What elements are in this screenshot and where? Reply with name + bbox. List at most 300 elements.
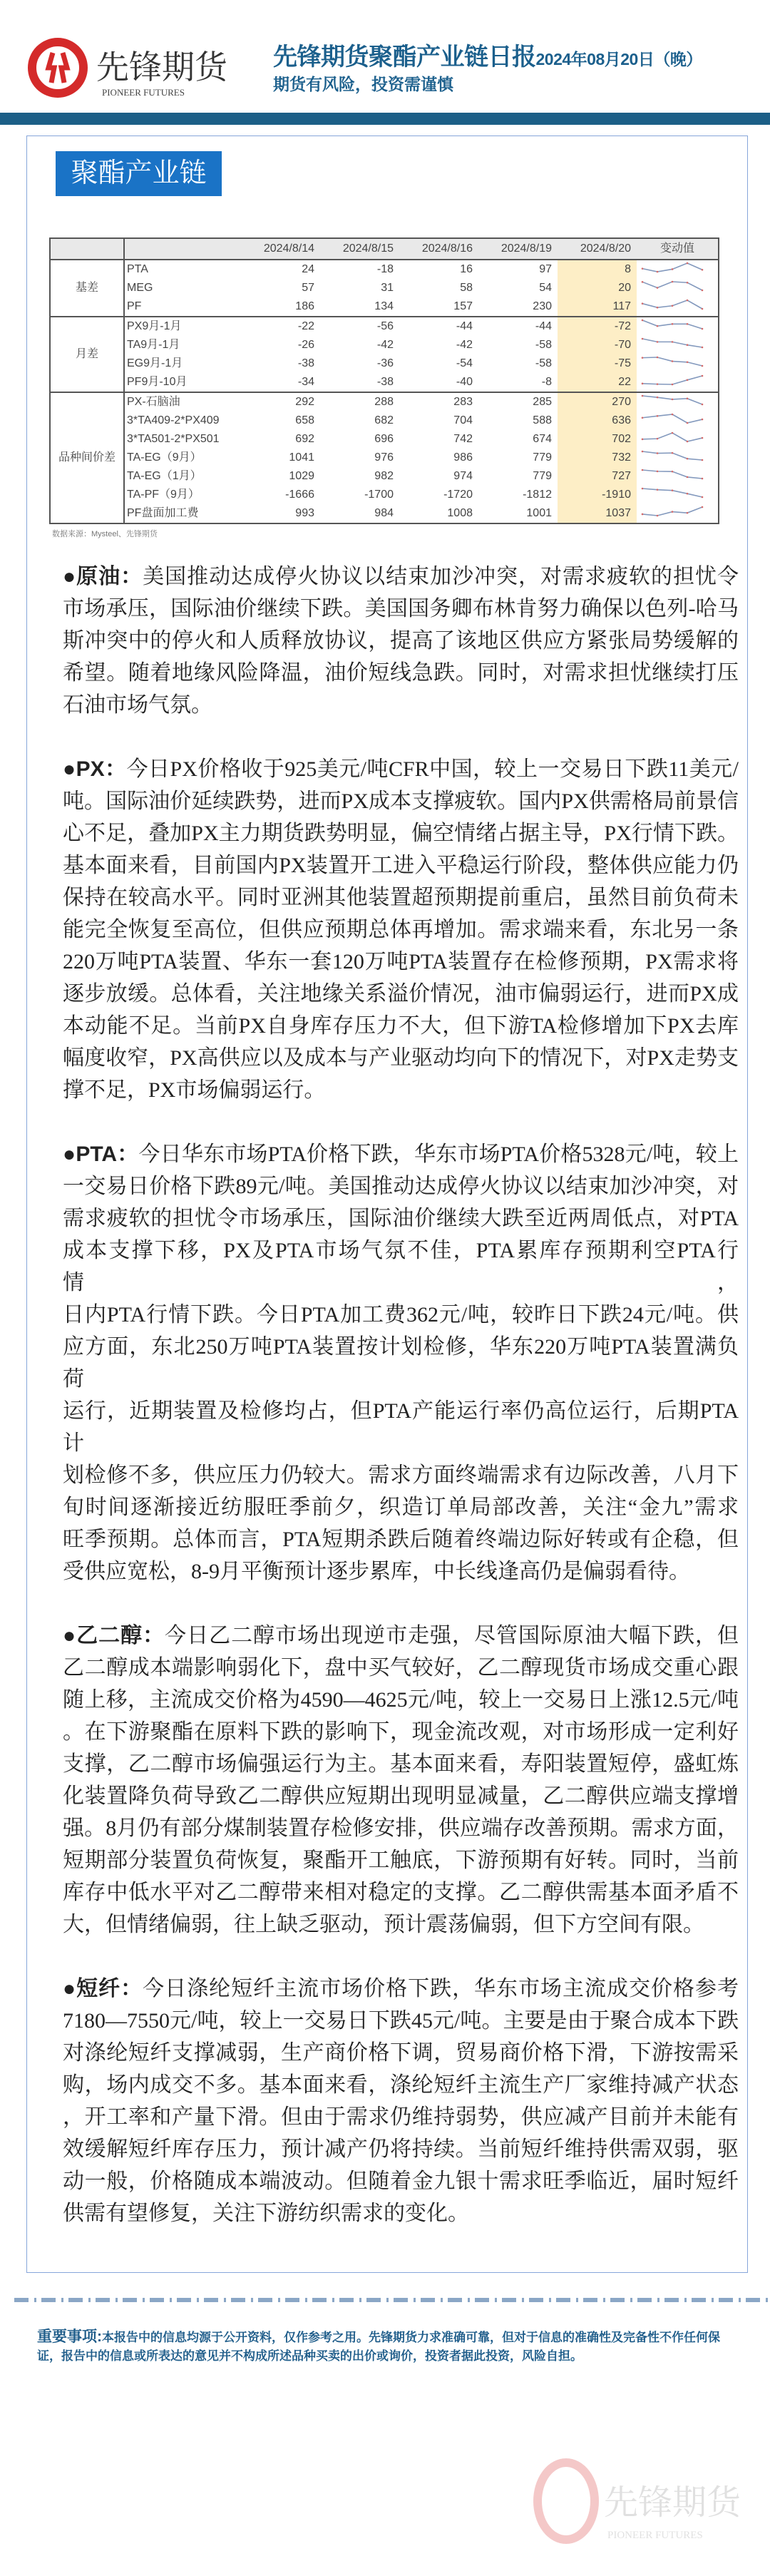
- text-line: [63, 1010, 739, 1042]
- cell-value: 1041: [289, 451, 314, 464]
- line-text: 保持在较高水平。同时亚洲其他装置超预期提前重启，虽然目前负荷未: [63, 886, 739, 909]
- table-row: [50, 336, 719, 354]
- cell-value: 974: [453, 470, 473, 482]
- line-text: 希望。随着地缘风险降温，油价短线急跌。同时，对需求担忧继续打压: [63, 661, 739, 685]
- sparkline-cell: [637, 467, 719, 486]
- disclaimer-lead: 重要事项:: [37, 2329, 102, 2345]
- sparkline-point: [687, 379, 689, 382]
- cell-value: 24: [302, 263, 314, 275]
- cell-value: 993: [241, 504, 320, 523]
- sparkline: [637, 412, 708, 426]
- line-text: 应方面，东北250万吨PTA装置按计划检修，华东220万吨PTA装置满负荷: [63, 1335, 739, 1391]
- text-line: [63, 1202, 739, 1235]
- line-text: 随上移，主流成交价格为4590—4625元/吨，较上一交易日上涨12.5元/吨: [63, 1688, 739, 1712]
- line-text: 旺季预期。总体而言，PTA短期杀跌后随着终端边际好转或有企稳，但: [63, 1528, 739, 1551]
- text-line: [63, 1748, 739, 1780]
- footer-dashed-divider: [14, 2298, 770, 2302]
- cell-value: 704: [453, 414, 473, 426]
- cell-value: 1037: [558, 504, 637, 523]
- sparkline-point: [657, 287, 659, 289]
- cell-value: 58: [460, 282, 473, 294]
- text-line: [63, 2165, 739, 2197]
- line-text: 大，但情绪偏弱，往上缺乏驱动，预计震荡偏弱，但下方空间有限。: [63, 1913, 704, 1936]
- sparkline-cell: [637, 430, 719, 449]
- line-text: 逐步放缓。总体看，关注地缘关系溢价情况，油市偏弱运行，进而PX成: [63, 982, 739, 1006]
- cell-value: 779: [533, 470, 552, 482]
- commentary-paragraph: [63, 1620, 739, 1941]
- row-label: PX-石脑油: [127, 396, 180, 408]
- bullet-icon: ●: [63, 757, 76, 781]
- heading-text: 乙二醇：: [76, 1624, 165, 1647]
- sparkline-cell: [637, 317, 719, 336]
- cell-value: -75: [558, 354, 637, 373]
- cell-value: 1008: [399, 504, 478, 523]
- commentary: [63, 561, 739, 2229]
- cell-value: -44: [535, 320, 552, 332]
- sparkline-line: [642, 263, 702, 272]
- cell-value: 283: [453, 396, 473, 408]
- cell-value: 984: [320, 504, 399, 523]
- bullet-icon: ●: [63, 1624, 77, 1647]
- sparkline-point: [687, 422, 689, 424]
- sparkline-point: [657, 415, 659, 417]
- sparkline-point: [687, 458, 689, 460]
- cell-value: 986: [453, 451, 473, 464]
- text-line: [63, 1170, 739, 1202]
- line-text: 石油市场气氛。: [63, 693, 212, 717]
- sparkline-point: [657, 357, 659, 359]
- cell-value: 8: [558, 260, 637, 279]
- sparkline-point: [642, 439, 644, 441]
- disclaimer: [37, 2328, 736, 2366]
- watermark-logo: [529, 2458, 750, 2547]
- cell-value: -18: [376, 263, 394, 275]
- sparkline-point: [657, 271, 659, 273]
- text-line: [63, 1876, 739, 1908]
- text-line: [63, 657, 739, 689]
- data-source-note: 数据来源：Mysteel、先锋期货: [52, 530, 158, 538]
- sparkline-point: [642, 416, 644, 419]
- bullet-icon: ●: [63, 1977, 77, 2000]
- sparkline-cell: [637, 260, 719, 279]
- text-line: [63, 978, 739, 1010]
- sparkline-point: [702, 308, 704, 310]
- heading-text: 短纤：: [76, 1977, 143, 2000]
- row-label: PX9月-1月: [127, 320, 182, 332]
- sparkline-point: [657, 397, 659, 399]
- sparkline-point: [642, 395, 644, 397]
- sparkline-point: [672, 268, 674, 270]
- cell-value: -8: [478, 373, 558, 392]
- paragraph-heading: [63, 565, 143, 588]
- line-text: 撑不足，PX市场偏弱运行。: [63, 1078, 326, 1102]
- line-text: 对涤纶短纤支撑减弱，生产商价格下调，贸易商价格下滑，下游按需采: [63, 2041, 739, 2065]
- line-text: 成本支撑下移，PX及PTA市场气氛不佳，PTA累库存预期利空PTA行情，: [63, 1239, 739, 1294]
- table-row: [50, 392, 719, 412]
- cell-value: 1029: [289, 470, 314, 482]
- sparkline-point: [702, 290, 704, 292]
- cell-value: 588: [533, 414, 552, 426]
- sparkline-point: [642, 338, 644, 340]
- text-line: [63, 625, 739, 657]
- line-text: 。在下游聚酯在原料下跌的影响下，现金流改观，对市场形成一定利好: [63, 1720, 739, 1744]
- sparkline-point: [657, 471, 659, 473]
- line-text: 幅度收窄，PX高供应以及成本与产业驱动均向下的情况下，对PX走势支: [63, 1046, 739, 1070]
- cell-value: 285: [533, 396, 552, 408]
- sparkline-line: [642, 282, 702, 290]
- sparkline-point: [672, 414, 674, 416]
- row-label: PF: [124, 297, 241, 317]
- sparkline-point: [657, 489, 659, 491]
- col-header-trend: 变动值: [637, 238, 719, 260]
- sparkline-point: [687, 344, 689, 346]
- row-label: MEG: [127, 282, 153, 294]
- row-label: 3*TA409-2*PX409: [127, 414, 220, 426]
- text-line: [63, 1908, 739, 1941]
- cell-value: -58: [535, 357, 552, 369]
- paragraph-heading: [63, 1624, 165, 1647]
- sparkline-point: [687, 493, 689, 495]
- text-line: [63, 2133, 739, 2165]
- text-line: [63, 593, 739, 625]
- cell-value: 54: [539, 282, 552, 294]
- sparkline-cell: [637, 373, 719, 392]
- sparkline-point: [672, 489, 674, 491]
- sparkline-point: [672, 452, 674, 454]
- line-text: 动一般，价格随成本端波动。但随着金九银十需求旺季临近，届时短纤: [63, 2169, 739, 2193]
- line-text: 能完全恢复至高位，但供应预期总体再增加。需求端来看，东北另一条: [63, 918, 739, 941]
- line-text: 基本面来看，目前国内PX装置开工进入平稳运行阶段，整体供应能力仍: [63, 854, 739, 877]
- line-text: 一交易日价格下跌89元/吨。美国推动达成停火协议以结束加沙冲突，对: [63, 1175, 739, 1198]
- line-text: 效缓解短纤库存压力，预计减产仍将持续。当前短纤维持供需双弱，驱: [63, 2137, 739, 2161]
- row-label: EG9月-1月: [127, 357, 183, 369]
- header-blank: [50, 238, 124, 260]
- cell-value: 230: [478, 297, 558, 317]
- sparkline-point: [672, 471, 674, 473]
- sparkline-cell: [637, 412, 719, 430]
- text-line: [63, 1812, 739, 1844]
- sparkline-point: [642, 267, 644, 270]
- line-text: ，开工率和产量下滑。但由于需求仍维持弱势，供应减产目前并未能有: [63, 2105, 739, 2129]
- sparkline: [637, 297, 708, 312]
- text-line: [63, 1523, 739, 1555]
- cell-value: 292: [295, 396, 314, 408]
- line-text: 购，场内成交不多。基本面来看，涤纶短纤主流生产厂家维持减产状态: [63, 2073, 739, 2097]
- line-text: 受供应宽松，8-9月平衡预计逐步累库，中长线逢高仍是偏弱看待。: [63, 1560, 690, 1583]
- sparkline: [637, 279, 708, 293]
- sparkline-point: [642, 513, 644, 516]
- cell-value: -1910: [558, 486, 637, 504]
- cell-value: 658: [295, 414, 314, 426]
- sparkline-line: [642, 433, 702, 441]
- sparkline-point: [642, 320, 644, 322]
- text-line: [63, 1684, 739, 1716]
- cell-value: 1001: [478, 504, 558, 523]
- sparkline: [637, 504, 708, 518]
- section-tag: 聚酯产业链: [56, 151, 222, 196]
- cell-value: 97: [539, 263, 552, 275]
- sparkline-point: [642, 281, 644, 283]
- sparkline-point: [672, 281, 674, 283]
- cell-value: -40: [399, 373, 478, 392]
- svg-text:PIONEER FUTURES: PIONEER FUTURES: [102, 87, 185, 98]
- sparkline-cell: [637, 504, 719, 523]
- heading-text: PTA：: [76, 1143, 139, 1166]
- table-row: [50, 486, 719, 504]
- sparkline-point: [702, 419, 704, 421]
- cell-value: 696: [374, 433, 394, 445]
- sparkline-point: [702, 404, 704, 406]
- line-text: 乙二醇成本端影响弱化下，盘中买气较好，乙二醇现货市场成交重心跟: [63, 1656, 739, 1680]
- sparkline-cell: [637, 449, 719, 467]
- cell-value: -1666: [285, 489, 314, 501]
- sparkline: [637, 449, 708, 463]
- sparkline-point: [687, 282, 689, 284]
- row-label: PF9月-10月: [124, 373, 241, 392]
- cell-value: -22: [297, 320, 314, 332]
- header-blank-item: [124, 238, 241, 260]
- sparkline-point: [657, 325, 659, 327]
- line-text: 本动能不足。当前PX自身库存压力不大，但下游TA检修增加下PX去库: [63, 1014, 739, 1038]
- cell-value: 742: [453, 433, 473, 445]
- line-text: 划检修不多，供应压力仍较大。需求方面终端需求有边际改善，八月下: [63, 1463, 739, 1487]
- cell-value: -36: [376, 357, 394, 369]
- sparkline-point: [657, 438, 659, 440]
- sparkline-point: [687, 476, 689, 479]
- cell-value: 779: [533, 451, 552, 464]
- commentary-paragraph: [63, 1973, 739, 2229]
- paragraph-heading: [63, 1143, 138, 1166]
- cell-value: 982: [374, 470, 394, 482]
- heading-text: PX：: [76, 757, 127, 781]
- sparkline-point: [657, 452, 659, 454]
- sparkline-point: [642, 469, 644, 471]
- cell-value: 674: [533, 433, 552, 445]
- cell-value: -70: [558, 336, 637, 354]
- text-line: [63, 2037, 739, 2069]
- text-line: [63, 1331, 739, 1395]
- table-row: [50, 373, 719, 392]
- sparkline-point: [672, 399, 674, 401]
- bullet-icon: ●: [63, 565, 77, 588]
- cell-value: 117: [558, 297, 637, 317]
- col-header: 2024/8/14: [241, 238, 320, 260]
- line-text: 日内PTA行情下跌。今日PTA加工费362元/吨，较昨日下跌24元/吨。供: [63, 1303, 739, 1327]
- sparkline-point: [642, 383, 644, 385]
- commentary-paragraph: [63, 753, 739, 1106]
- line-text: 运行，近期装置及检修均占，但PTA产能运行率仍高位运行，后期PTA计: [63, 1399, 739, 1455]
- table-row: [50, 504, 719, 523]
- text-line: [63, 561, 739, 593]
- paragraph-heading: [63, 1977, 143, 2000]
- sparkline-point: [702, 365, 704, 367]
- line-text: 需求疲软的担忧令市场承压，国际油价继续大跌至近两周低点，对PTA: [63, 1207, 739, 1230]
- text-line: [63, 946, 739, 978]
- sparkline-point: [642, 488, 644, 490]
- text-line: [63, 1042, 739, 1074]
- sparkline-point: [702, 269, 704, 271]
- text-line: [63, 1235, 739, 1299]
- sparkline-point: [687, 441, 689, 443]
- sparkline: [637, 467, 708, 481]
- cell-value: -38: [297, 357, 314, 369]
- svg-text:先锋期货: 先锋期货: [604, 2483, 741, 2523]
- disclaimer-text: 本报告中的信息均源于公开资料，仅作参考之用。先锋期货力求准确可靠，但对于信息的准确性及完备性不作任何保证，报告中的信息或所表达的意见并不构成所述品种买卖的出价或询价，投资者据此投资，风险自担。: [37, 2331, 720, 2363]
- cell-value: 270: [558, 392, 637, 412]
- text-line: [63, 2101, 739, 2133]
- table-row: [50, 412, 719, 430]
- cell-value: 134: [320, 297, 399, 317]
- sparkline-point: [657, 341, 659, 343]
- cell-value: 57: [302, 282, 314, 294]
- sparkline-point: [687, 262, 689, 265]
- sparkline-cell: [637, 336, 719, 354]
- spread-table: [49, 237, 719, 524]
- risk-slogan: 期货有风险，投资需谨慎: [273, 75, 453, 93]
- text-line: [63, 1652, 739, 1684]
- line-text: 今日华东市场PTA价格下跌，华东市场PTA价格5328元/吨，较上: [138, 1143, 739, 1166]
- cell-value: 732: [558, 449, 637, 467]
- sparkline-cell: [637, 392, 719, 412]
- title-text: 先锋期货聚酯产业链日报: [273, 44, 536, 71]
- sparkline: [637, 317, 708, 332]
- cell-value: -1700: [364, 489, 394, 501]
- sparkline-cell: [637, 354, 719, 373]
- sparkline-point: [702, 506, 704, 508]
- table-header-row: [50, 238, 719, 260]
- text-line: [63, 1844, 739, 1876]
- table-row: [50, 354, 719, 373]
- group-label: 月差: [50, 317, 124, 392]
- sparkline-line: [642, 414, 702, 423]
- line-text: 美国推动达成停火协议以结束加沙冲突，对需求疲软的担忧令: [143, 565, 739, 588]
- line-text: 今日乙二醇市场出现逆市走强，尽管国际原油大幅下跌，但: [165, 1624, 739, 1647]
- line-text: 今日PX价格收于925美元/吨CFR中国，较上一交易日下跌11美元/: [126, 757, 739, 781]
- heading-text: 原油：: [76, 565, 143, 588]
- cell-value: 20: [558, 279, 637, 297]
- group-label: 品种间价差: [50, 392, 124, 523]
- col-header: 2024/8/19: [478, 238, 558, 260]
- sparkline-point: [672, 432, 674, 434]
- cell-value: -38: [320, 373, 399, 392]
- bullet-icon: ●: [63, 1143, 76, 1166]
- sparkline: [637, 260, 708, 275]
- sparkline-line: [642, 339, 702, 347]
- sparkline-point: [702, 437, 704, 439]
- cell-value: -1812: [523, 489, 552, 501]
- text-line: [63, 1459, 739, 1491]
- text-line: [63, 2005, 739, 2037]
- table-row: [50, 317, 719, 336]
- line-text: 短期部分装置负荷恢复，聚酯开工触底，下游预期有好转。同时，当前: [63, 1849, 739, 1872]
- row-label: TA-PF（9月）: [127, 489, 200, 501]
- cell-value: -56: [376, 320, 394, 332]
- cell-value: 288: [374, 396, 394, 408]
- sparkline-cell: [637, 486, 719, 504]
- line-text: 支撑，乙二醇市场偏强运行为主。基本面来看，寿阳装置短停，盛虹炼: [63, 1752, 739, 1776]
- cell-value: -72: [558, 317, 637, 336]
- sparkline-cell: [637, 297, 719, 317]
- sparkline-point: [687, 300, 689, 302]
- text-line: [63, 1973, 739, 2005]
- text-line: [63, 2197, 739, 2229]
- sparkline: [637, 393, 708, 407]
- cell-value: 636: [558, 412, 637, 430]
- sparkline-point: [702, 459, 704, 461]
- sparkline-point: [687, 323, 689, 325]
- sparkline-point: [702, 496, 704, 499]
- row-label: TA-EG（9月）: [127, 451, 202, 464]
- text-line: [63, 1074, 739, 1106]
- line-text: 今日涤纶短纤主流市场价格下跌，华东市场主流成交价格参考: [143, 1977, 739, 2000]
- cell-value: 976: [374, 451, 394, 464]
- sparkline: [637, 430, 708, 444]
- text-line: [63, 881, 739, 914]
- table-row: [50, 430, 719, 449]
- commentary-paragraph: [63, 1138, 739, 1588]
- row-label: PF盘面加工费: [124, 504, 241, 523]
- text-line: [63, 785, 739, 817]
- sparkline: [637, 354, 708, 369]
- text-line: [63, 689, 739, 721]
- cell-value: -34: [241, 373, 320, 392]
- sparkline-cell: [637, 279, 719, 297]
- sparkline-point: [657, 307, 659, 309]
- text-line: [63, 914, 739, 946]
- text-line: [63, 1716, 739, 1748]
- text-line: [63, 1555, 739, 1588]
- sparkline-line: [642, 300, 702, 309]
- line-text: 心不足，叠加PX主力期货跌势明显，偏空情绪占据主导，PX行情下跌。: [63, 822, 739, 845]
- svg-text:先锋期货: 先锋期货: [96, 48, 227, 86]
- sparkline-point: [642, 302, 644, 305]
- row-label: 3*TA501-2*PX501: [127, 433, 220, 445]
- sparkline-point: [657, 383, 659, 385]
- text-line: [63, 1138, 739, 1170]
- sparkline-point: [687, 361, 689, 363]
- group-label: 基差: [50, 260, 124, 317]
- cell-value: -1720: [443, 489, 473, 501]
- text-line: [63, 1780, 739, 1812]
- sparkline-point: [702, 375, 704, 377]
- line-text: 化装置降负荷导致乙二醇供应短期出现明显减量，乙二醇供应端支撑增: [63, 1784, 739, 1808]
- row-label: TA9月-1月: [127, 339, 180, 351]
- table-row: [50, 297, 719, 317]
- sparkline-line: [642, 376, 702, 384]
- row-label: PTA: [127, 263, 148, 275]
- line-text: 库存中低水平对乙二醇带来相对稳定的支撑。乙二醇供需基本面矛盾不: [63, 1881, 739, 1904]
- table-row: [50, 467, 719, 486]
- commentary-paragraph: [63, 561, 739, 721]
- sparkline-point: [642, 451, 644, 453]
- cell-value: -26: [297, 339, 314, 351]
- line-text: 斯冲突中的停火和人质释放协议，提高了该地区供应方紧张局势缓解的: [63, 629, 739, 653]
- paragraph-heading: [63, 757, 127, 781]
- text-line: [63, 849, 739, 881]
- sparkline-point: [657, 515, 659, 517]
- text-line: [63, 817, 739, 849]
- line-text: 220万吨PTA装置、华东一套120万吨PTA装置存在检修预期，PX需求将: [63, 950, 739, 973]
- cell-value: 31: [381, 282, 394, 294]
- sparkline-point: [702, 478, 704, 480]
- content-frame: [26, 136, 748, 2273]
- line-text: 供需有望修复，关注下游纺织需求的变化。: [63, 2202, 469, 2225]
- sparkline-point: [672, 323, 674, 325]
- col-header: 2024/8/15: [320, 238, 399, 260]
- sparkline-point: [672, 511, 674, 513]
- row-label: TA-EG（1月）: [127, 470, 202, 482]
- cell-value: 682: [374, 414, 394, 426]
